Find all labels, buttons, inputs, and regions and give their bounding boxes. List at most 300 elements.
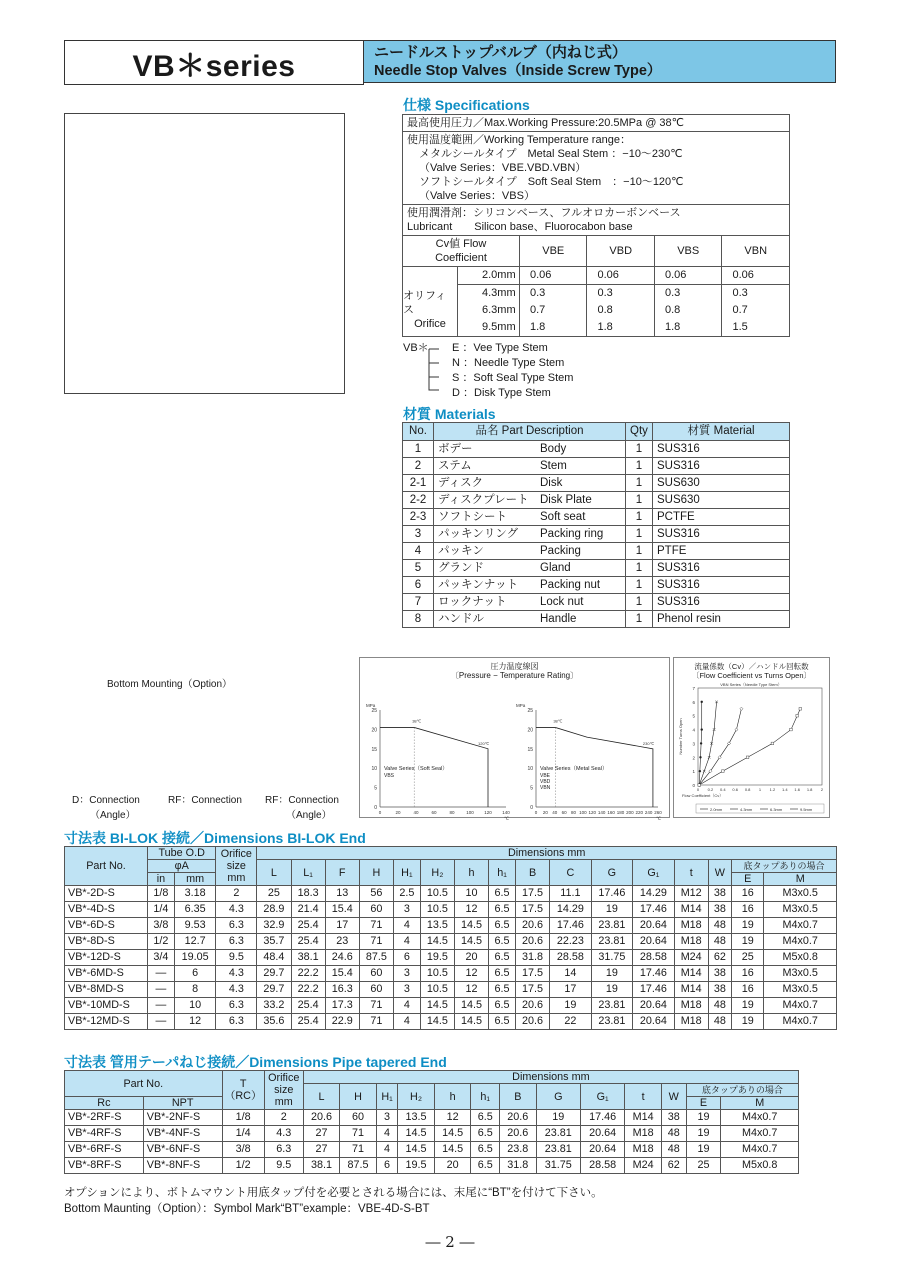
table-cell: 14	[550, 966, 592, 982]
material-cell: 1	[626, 543, 653, 560]
table-cell: 38.1	[303, 1158, 340, 1174]
rf-angle-label: （Angle）	[286, 810, 332, 821]
data-point	[796, 714, 799, 717]
material-cell: 2	[403, 458, 434, 475]
title-band	[364, 40, 836, 83]
table-cell: 17.46	[591, 886, 633, 902]
data-point	[727, 742, 730, 745]
table-cell: 32.9	[257, 918, 291, 934]
table-cell: 71	[359, 934, 393, 950]
x-tick-label: 160	[607, 810, 615, 815]
table-cell: 27	[303, 1126, 340, 1142]
table-cell: 6.5	[489, 950, 516, 966]
table-cell: 38.1	[291, 950, 325, 966]
table-cell: 13.5	[420, 918, 454, 934]
orifice-size: 2.0mm	[458, 267, 519, 285]
table-cell: 62	[708, 950, 731, 966]
table-cell: 12	[454, 902, 488, 918]
y-tick-label: 25	[371, 708, 377, 714]
table-cell: M3x0.5	[764, 982, 837, 998]
table-cell: M18	[625, 1142, 662, 1158]
table-cell: 62	[661, 1158, 686, 1174]
table-cell: 15.4	[325, 902, 359, 918]
data-point	[718, 756, 721, 759]
table-cell: 87.5	[359, 950, 393, 966]
table-cell: VB*-4RF-S	[65, 1126, 144, 1142]
cv-header: VBE	[520, 236, 587, 267]
table-cell: 8	[174, 982, 216, 998]
table-cell: 23.81	[536, 1142, 580, 1158]
table-cell: M12	[674, 886, 708, 902]
x-tick-label: 20	[542, 810, 548, 815]
material-row	[403, 509, 790, 526]
flow-chart-subtitle: 〔Flow Coefficient vs Turns Open〕	[691, 671, 812, 680]
table-cell: 6.3	[216, 934, 257, 950]
lube-line: Lubricant Silicon base、Fluorocabon base	[407, 221, 633, 233]
table-cell: 14.5	[420, 1014, 454, 1030]
materials-title: 材質 Materials	[403, 406, 496, 422]
bilok-th: W	[708, 860, 731, 886]
table-cell: 3/8	[148, 918, 175, 934]
d-connection-label: D：Connection	[72, 795, 140, 806]
table-cell: 17.46	[550, 918, 592, 934]
table-cell: 71	[359, 1014, 393, 1030]
table-cell: 17.5	[515, 982, 549, 998]
cv-col-vbe	[520, 267, 587, 337]
table-row	[65, 1158, 799, 1174]
product-photo-frame	[64, 113, 345, 394]
table-cell: 6.5	[471, 1158, 500, 1174]
material-cell: パッキンリング	[434, 526, 537, 543]
table-cell: 19	[686, 1126, 721, 1142]
stem-item: N ：Needle Type Stem	[452, 357, 565, 369]
table-row	[65, 1014, 837, 1030]
table-cell: 48	[661, 1126, 686, 1142]
table-cell: 20.6	[515, 1014, 549, 1030]
table-cell: 23.81	[591, 934, 633, 950]
table-cell: 6	[174, 966, 216, 982]
table-cell: 19.05	[174, 950, 216, 966]
table-cell: 25.4	[291, 918, 325, 934]
table-cell: 19	[731, 1014, 763, 1030]
chart-note: VBN Series（Needle Type Stem）	[720, 682, 782, 687]
table-cell: 25	[731, 950, 763, 966]
table-cell: VB*-12D-S	[65, 950, 148, 966]
y-tick-label: 0	[530, 805, 533, 811]
table-cell: ―	[148, 998, 175, 1014]
material-row	[403, 543, 790, 560]
x-tick-label: 0.4	[720, 787, 726, 792]
footer-note-jp: オプションにより、ボトムマウント用底タップ付を必要とされる場合には、末尾に“BT”を付けて下さい。	[64, 1187, 603, 1199]
table-row	[65, 982, 837, 998]
table-cell: M3x0.5	[764, 966, 837, 982]
table-cell: 22.2	[291, 982, 325, 998]
pipe-th: G₁	[580, 1084, 624, 1110]
en-title: Needle Stop Valves（Inside Screw Type）	[374, 63, 662, 79]
table-cell: 6.5	[489, 966, 516, 982]
material-row	[403, 475, 790, 492]
table-cell: 23.81	[536, 1126, 580, 1142]
table-cell: 16.3	[325, 982, 359, 998]
orifice-size: 9.5mm	[482, 321, 516, 333]
bilok-th: E	[731, 873, 763, 886]
table-cell: VB*-6RF-S	[65, 1142, 144, 1158]
material-cell: Phenol resin	[653, 611, 790, 628]
orifice-size: 4.3mm	[482, 287, 516, 299]
table-cell: VB*-10MD-S	[65, 998, 148, 1014]
x-tick-label: 20	[395, 810, 401, 815]
material-cell: PCTFE	[653, 509, 790, 526]
y-tick-label: 20	[527, 727, 533, 734]
pt-chart-box	[359, 657, 670, 821]
data-point	[700, 742, 702, 744]
table-cell: 29.7	[257, 966, 291, 982]
material-cell: ディスクプレート	[434, 492, 537, 509]
table-cell: 3/4	[148, 950, 175, 966]
table-cell: 22.2	[291, 966, 325, 982]
bilok-th: in	[148, 873, 175, 886]
material-cell: Body	[536, 441, 626, 458]
table-cell: 23.81	[591, 1014, 633, 1030]
cv-header: Cv値 Flow Coefficient	[403, 236, 520, 267]
table-cell: 25	[257, 886, 291, 902]
pipe-th: h₁	[471, 1084, 500, 1110]
stem-list	[452, 341, 573, 401]
table-cell: 14.5	[454, 918, 488, 934]
table-cell: 60	[340, 1110, 377, 1126]
mat-header: 品名 Part Description	[434, 423, 626, 441]
table-cell: 19	[591, 982, 633, 998]
table-cell: 20.64	[580, 1126, 624, 1142]
table-cell: 20.6	[515, 934, 549, 950]
bilok-th: F	[325, 860, 359, 886]
y-tick-label: 7	[692, 686, 695, 691]
y-axis-label: MPa	[516, 703, 526, 708]
table-cell: 16	[731, 966, 763, 982]
table-cell: M4x0.7	[764, 1014, 837, 1030]
material-cell: 1	[626, 458, 653, 475]
y-tick-label: 0	[374, 805, 377, 811]
table-cell: 25.4	[291, 1014, 325, 1030]
material-cell: Gland	[536, 560, 626, 577]
table-cell: 17.46	[580, 1110, 624, 1126]
table-cell: 19	[591, 902, 633, 918]
table-cell: 28.9	[257, 902, 291, 918]
cv-header: VBD	[587, 236, 654, 267]
table-cell: 6.5	[489, 886, 516, 902]
table-cell: VB*-4NF-S	[143, 1126, 222, 1142]
table-cell: 6	[376, 1158, 397, 1174]
table-cell: 20.64	[633, 1014, 675, 1030]
x-tick-label: 0.6	[732, 787, 738, 792]
bilok-th: Dimensions mm	[257, 847, 837, 860]
table-cell: VB*-6D-S	[65, 918, 148, 934]
material-cell: 1	[626, 509, 653, 526]
cv-col-vbn	[722, 267, 790, 337]
lube-line: 使用潤滑剤：シリコンベース、フルオロカーボンベース	[407, 207, 681, 219]
annotation: 120℃	[478, 740, 490, 746]
table-cell: 3	[393, 982, 420, 998]
table-cell: 23	[325, 934, 359, 950]
table-cell: 25.4	[291, 934, 325, 950]
table-cell: 16	[731, 902, 763, 918]
table-cell: 17.5	[515, 886, 549, 902]
data-point	[790, 728, 793, 731]
x-tick-label: 200	[626, 810, 634, 815]
x-tick-label: 220	[635, 810, 643, 815]
pipe-th: M	[721, 1097, 799, 1110]
material-cell: Stem	[536, 458, 626, 475]
series-label: VBE	[540, 773, 551, 780]
x-tick-label: 0	[534, 810, 538, 815]
annotation: 230℃	[642, 740, 655, 746]
table-cell: 4.3	[264, 1126, 303, 1142]
table-cell: 10	[174, 998, 216, 1014]
material-row	[403, 611, 790, 628]
table-cell: 27	[303, 1142, 340, 1158]
table-cell: 4	[393, 934, 420, 950]
material-cell: 5	[403, 560, 434, 577]
y-tick-label: 0	[692, 783, 695, 788]
legend-label: 2.0mm	[710, 807, 723, 812]
table-cell: M24	[674, 950, 708, 966]
pipe-th: L	[303, 1084, 340, 1110]
pipe-th: Part No.	[65, 1071, 223, 1097]
y-tick-label: 1	[692, 769, 695, 775]
table-cell: 28.58	[580, 1158, 624, 1174]
bilok-th: M	[764, 873, 837, 886]
table-cell: 71	[340, 1126, 377, 1142]
flow-chart-title: 流量係数（Cv）／ハンドル回転数	[694, 662, 809, 671]
table-cell: 48.4	[257, 950, 291, 966]
orifice-cell	[403, 267, 520, 337]
pipe-th: Dimensions mm	[303, 1071, 798, 1084]
table-row	[65, 1126, 799, 1142]
rf-connection-label: RF：Connection	[168, 795, 242, 806]
material-cell: SUS316	[653, 577, 790, 594]
table-cell: 38	[708, 982, 731, 998]
table-cell: 20.6	[303, 1110, 340, 1126]
data-point	[701, 728, 703, 730]
bilok-table	[64, 846, 837, 1030]
pipe-title: 寸法表 管用テーパねじ接続／Dimensions Pipe tapered End	[64, 1054, 447, 1070]
table-cell: 14.5	[434, 1126, 471, 1142]
table-cell: 3	[393, 902, 420, 918]
annotation: 38℃	[412, 718, 422, 724]
y-tick-label: 5	[374, 785, 377, 792]
table-cell: 28.58	[550, 950, 592, 966]
table-cell: 20.64	[633, 998, 675, 1014]
table-cell: 14.5	[420, 998, 454, 1014]
table-cell: M3x0.5	[764, 886, 837, 902]
material-cell: SUS316	[653, 441, 790, 458]
temp-line: 使用温度範囲／Working Temperature range：	[407, 134, 631, 146]
pipe-th: h	[434, 1084, 471, 1110]
table-cell: 17.46	[633, 982, 675, 998]
table-cell: VB*-8RF-S	[65, 1158, 144, 1174]
table-cell: 17.5	[515, 902, 549, 918]
x-tick-label: 100	[466, 810, 474, 815]
material-cell: ステム	[434, 458, 537, 475]
bilok-th: Tube O.D	[148, 847, 216, 860]
table-cell: M5x0.8	[721, 1158, 799, 1174]
pipe-th: B	[500, 1084, 537, 1110]
table-cell: 48	[661, 1142, 686, 1158]
y-tick-label: 25	[527, 708, 533, 714]
table-cell: 71	[359, 918, 393, 934]
x-tick-label: 60	[561, 810, 567, 815]
bilok-th: φA	[148, 860, 216, 873]
y-tick-label: 5	[692, 713, 695, 719]
data-point	[746, 756, 749, 759]
material-cell: 6	[403, 577, 434, 594]
table-cell: 12	[454, 966, 488, 982]
material-cell: 1	[626, 492, 653, 509]
table-cell: 31.8	[515, 950, 549, 966]
table-cell: 3	[393, 966, 420, 982]
material-cell: パッキン	[434, 543, 537, 560]
material-cell: パッキンナット	[434, 577, 537, 594]
material-cell: ハンドル	[434, 611, 537, 628]
table-cell: 20	[454, 950, 488, 966]
x-tick-label: 120	[588, 810, 597, 815]
orifice-size: 6.3mm	[482, 304, 516, 316]
table-cell: 25.4	[291, 998, 325, 1014]
stem-prefix: VB＊	[403, 342, 429, 354]
material-cell: Packing ring	[536, 526, 626, 543]
material-cell: 2-3	[403, 509, 434, 526]
table-cell: M14	[674, 966, 708, 982]
table-cell: 14.29	[550, 902, 592, 918]
series-label: VBN	[540, 785, 551, 792]
table-cell: 38	[708, 902, 731, 918]
cv-value: 0.3	[664, 287, 681, 299]
table-cell: 1/8	[222, 1110, 264, 1126]
cv-header: VBS	[654, 236, 721, 267]
pipe-th: H	[340, 1084, 377, 1110]
table-cell: ―	[148, 1014, 175, 1030]
table-cell: 12.7	[174, 934, 216, 950]
table-cell: 56	[359, 886, 393, 902]
data-point	[771, 742, 774, 745]
table-cell: 33.2	[257, 998, 291, 1014]
material-cell: 4	[403, 543, 434, 560]
cv-value: 0.3	[530, 287, 546, 299]
table-row	[65, 950, 837, 966]
material-cell: グランド	[434, 560, 537, 577]
spec-lubricant	[403, 205, 790, 236]
table-cell: 9.5	[216, 950, 257, 966]
bilok-th: H₂	[420, 860, 454, 886]
table-cell: 18.3	[291, 886, 325, 902]
x-tick-label: 1.6	[794, 787, 800, 792]
data-point	[703, 770, 706, 773]
table-cell: 71	[340, 1142, 377, 1158]
table-cell: 6.35	[174, 902, 216, 918]
table-cell: 20	[434, 1158, 471, 1174]
series-label: Valve Series（Metal Seal）	[540, 766, 608, 773]
legend-label: 9.5mm	[800, 807, 813, 812]
table-cell: 23.8	[500, 1142, 537, 1158]
material-cell: Soft seat	[536, 509, 626, 526]
material-cell: PTFE	[653, 543, 790, 560]
table-cell: 23.81	[591, 998, 633, 1014]
material-cell: Packing	[536, 543, 626, 560]
y-tick-label: 4	[692, 727, 695, 733]
pt-chart-title: 圧力温度線図	[490, 662, 539, 671]
material-cell: 1	[626, 594, 653, 611]
material-cell: ロックナット	[434, 594, 537, 611]
table-cell: 10.5	[420, 966, 454, 982]
table-cell: 14.29	[633, 886, 675, 902]
table-cell: 14.5	[454, 998, 488, 1014]
table-cell: 19.5	[398, 1158, 435, 1174]
table-cell: 6.3	[216, 998, 257, 1014]
table-cell: M18	[625, 1126, 662, 1142]
table-cell: 31.8	[500, 1158, 537, 1174]
table-cell: 25	[686, 1158, 721, 1174]
x-tick-label: 1.4	[782, 787, 788, 792]
table-cell: 6.5	[489, 934, 516, 950]
cv-value: 0.8	[664, 304, 681, 316]
table-cell: 20.6	[515, 998, 549, 1014]
bilok-th: Part No.	[65, 847, 148, 886]
x-tick-label: 2	[820, 787, 824, 792]
series-label: VBD	[540, 779, 551, 786]
pipe-table	[64, 1070, 799, 1174]
table-cell: M14	[674, 902, 708, 918]
table-cell: 13	[325, 886, 359, 902]
flow-series-line	[699, 709, 741, 785]
table-cell: M4x0.7	[764, 918, 837, 934]
cv-value: 0.3	[597, 287, 613, 299]
table-row	[65, 902, 837, 918]
table-cell: VB*-8NF-S	[143, 1158, 222, 1174]
flow-chart	[674, 658, 829, 817]
x-axis-label: Flow Coefficient（Cv）	[682, 793, 724, 798]
materials-table	[402, 422, 790, 628]
table-row	[65, 1142, 799, 1158]
table-cell: M4x0.7	[721, 1110, 799, 1126]
table-cell: 15.4	[325, 966, 359, 982]
table-cell: 4	[393, 918, 420, 934]
table-cell: 20.6	[500, 1110, 537, 1126]
series-label: VBS	[384, 773, 395, 780]
table-cell: 6.5	[471, 1126, 500, 1142]
y-tick-label: 2	[692, 755, 695, 761]
annotation: 38℃	[553, 718, 563, 724]
pipe-th: H₁	[376, 1084, 397, 1110]
x-tick-label: 0.8	[744, 787, 751, 792]
cv-value: 1.5	[732, 321, 748, 333]
bilok-th: mm	[174, 873, 216, 886]
table-cell: 3/8	[222, 1142, 264, 1158]
table-cell: 10.5	[420, 886, 454, 902]
material-cell: 2-1	[403, 475, 434, 492]
cv-value: 0.7	[530, 304, 546, 316]
table-cell: 71	[359, 998, 393, 1014]
material-cell: Lock nut	[536, 594, 626, 611]
material-cell: ボデー	[434, 441, 537, 458]
pipe-th: E	[686, 1097, 721, 1110]
cv-value: 0.3	[732, 287, 748, 299]
pipe-th: Rc	[65, 1097, 144, 1110]
table-cell: 22.23	[550, 934, 592, 950]
table-cell: M18	[674, 998, 708, 1014]
table-cell: 35.6	[257, 1014, 291, 1030]
table-cell: 2.5	[393, 886, 420, 902]
material-cell: 3	[403, 526, 434, 543]
